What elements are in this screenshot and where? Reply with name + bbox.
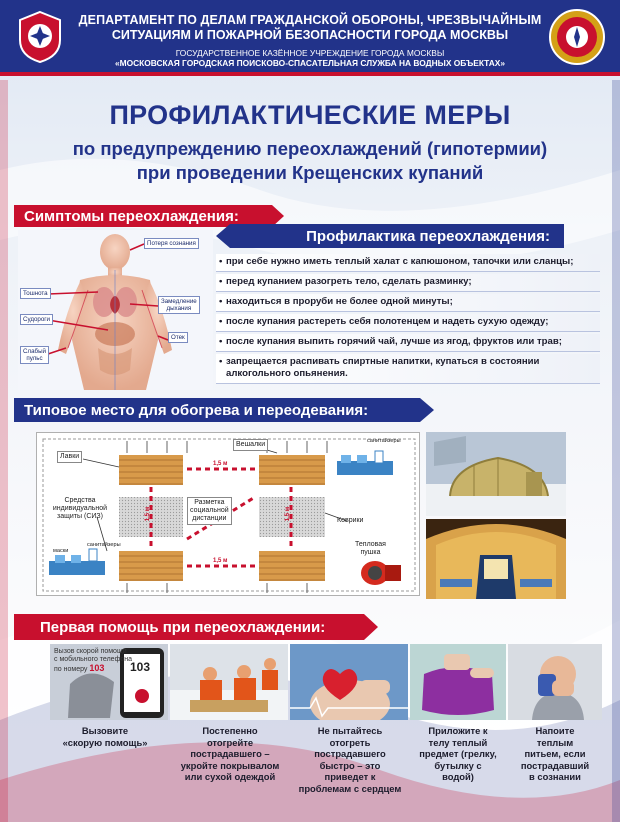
- symptom-label-pulse-line2: пульс: [26, 355, 43, 362]
- scheme-label-heater-line2: пушка: [360, 549, 381, 556]
- scheme-label-ppe-line2: индивидуальной: [52, 505, 108, 512]
- caption-line: пострадавший: [520, 759, 590, 771]
- caption-line: быстро – это: [319, 759, 381, 771]
- symptom-label-breathing-line2: дыхания: [166, 305, 192, 312]
- caption-line: Напоите: [535, 725, 575, 736]
- scheme-label-mats: Коврики: [337, 517, 364, 524]
- symptom-label-cramps: Судороги: [20, 314, 53, 325]
- symptom-label-pulse-line1: Слабый: [23, 348, 46, 355]
- caption-line: питьем, если: [524, 748, 586, 759]
- poster-subtitle-line2: при проведении Крещенских купаний: [136, 162, 484, 183]
- first-aid-caption-not-fast: [288, 725, 412, 794]
- scheme-label-heater-line1: Тепловая: [355, 541, 386, 548]
- warming-ribbon-tip: [420, 398, 434, 422]
- scheme-label-heater: [355, 541, 386, 557]
- caption-line: укройте покрывалом: [180, 759, 280, 771]
- first-aid-ribbon-tip: [364, 614, 378, 640]
- first-aid-caption-warm-object: [408, 725, 508, 783]
- prevention-heading: Профилактика переохлаждения:: [306, 227, 550, 245]
- caption-line: водой): [442, 771, 474, 782]
- symptom-label-breathing: [158, 296, 200, 314]
- symptom-label-consciousness: Потеря сознания: [144, 238, 199, 249]
- scheme-label-ppe: [45, 497, 115, 521]
- rescuers-warming-illustration: [170, 644, 288, 720]
- caption-line: пострадавшего: [314, 748, 386, 759]
- phone-caption-line2: с мобильного телефона: [54, 656, 132, 663]
- first-aid-photo-phone: [50, 644, 168, 720]
- distance-label-bottom: 1,5 м: [213, 558, 228, 564]
- scheme-label-marking-line1: Разметка: [194, 499, 225, 506]
- ministry-emblem-icon: [16, 10, 64, 64]
- symptom-label-nausea: Тошнота: [20, 288, 51, 299]
- phone-caption-line1: Вызов скорой помощи: [54, 648, 127, 655]
- caption-line: Постепенно: [202, 725, 258, 736]
- first-aid-caption-call: [40, 725, 170, 748]
- scheme-label-hangers: Вешалки: [233, 439, 268, 451]
- header-institution-line2: «МОСКОВСКАЯ ГОРОДСКАЯ ПОИСКОВО-СПАСАТЕЛЬНАЯ СЛУЖБА НА ВОДНЫХ ОБЪЕКТАХ»: [114, 58, 506, 68]
- header-institution-line1: ГОСУДАРСТВЕННОЕ КАЗЁННОЕ УЧРЕЖДЕНИЕ ГОРОДА МОСКВЫ: [175, 48, 445, 58]
- caption-line: «скорую помощь»: [62, 736, 148, 748]
- heart-pain-illustration: [290, 644, 408, 720]
- prevention-item: • после купания выпить горячий чай, лучше из ягод, фруктов или трав;: [216, 334, 600, 352]
- scheme-label-sanitizers-left: санитайзеры: [87, 542, 121, 548]
- rescue-service-emblem-icon: [548, 8, 606, 66]
- caption-line: теплым: [536, 736, 574, 748]
- caption-line: Не пытайтесь: [317, 725, 383, 736]
- symptom-label-swelling: Отек: [168, 332, 188, 343]
- symptom-label-pulse: [20, 346, 49, 364]
- prevention-item: • при себе нужно иметь теплый халат с капюшоном, тапочки или сланцы;: [216, 254, 600, 272]
- header-banner: [0, 0, 620, 76]
- first-aid-photo-warming: [170, 644, 288, 720]
- prevention-item: • после купания растереть себя полотенцем и надеть сухую одежду;: [216, 314, 600, 332]
- prevention-heading-ribbon: [230, 224, 564, 248]
- distance-label-left: 1,5 м: [145, 506, 152, 522]
- warming-area-scheme: [36, 432, 420, 596]
- phone-caption: [54, 648, 132, 674]
- symptoms-heading: Симптомы переохлаждения:: [24, 207, 239, 225]
- first-aid-photo-heart: [290, 644, 408, 720]
- warming-heading: Типовое место для обогрева и переодевания:: [24, 401, 369, 419]
- hot-water-bottle-illustration: [410, 644, 506, 720]
- poster-title: ПРОФИЛАКТИЧЕСКИЕ МЕРЫ: [109, 100, 511, 130]
- scheme-label-ppe-line3: защиты (СИЗ): [57, 513, 103, 520]
- first-aid-photo-warm-drink: [508, 644, 602, 720]
- phone-caption-line3-prefix: по номеру: [54, 666, 88, 673]
- phone-caption-number: 103: [89, 663, 105, 673]
- first-aid-caption-warm-gradually: [168, 725, 292, 783]
- warming-heading-ribbon: [14, 398, 420, 422]
- caption-line: приведет к: [324, 771, 376, 782]
- phone-caption-line3: [54, 664, 132, 674]
- caption-line: Приложите к: [428, 725, 488, 736]
- prevention-item: • перед купанием разогреть тело, сделать разминку;: [216, 274, 600, 292]
- first-aid-heading: Первая помощь при переохлаждении:: [40, 618, 326, 636]
- caption-line: бутылку с: [434, 759, 482, 771]
- scheme-label-ppe-line1: Средства: [64, 497, 96, 504]
- first-aid-caption-warm-drink: [506, 725, 604, 783]
- symptoms-body-illustration: [18, 230, 213, 390]
- prevention-item: • находиться в проруби не более одной минуты;: [216, 294, 600, 312]
- scheme-label-marking: [187, 497, 232, 525]
- scheme-label-benches: Лавки: [57, 451, 82, 463]
- scheme-label-marking-line2: социальной: [190, 507, 229, 514]
- caption-line: или сухой одеждой: [184, 771, 276, 782]
- first-aid-photo-hot-water-bottle: [410, 644, 506, 720]
- prevention-list: [216, 254, 600, 386]
- first-aid-heading-ribbon: [14, 614, 364, 640]
- prevention-item: • запрещается распивать спиртные напитки, купаться в состоянии алкогольного опьянения.: [216, 354, 600, 384]
- distance-label-top: 1,5 м: [213, 461, 228, 467]
- phone-screen-number: 103: [130, 660, 151, 674]
- poster-subtitle-line1: по предупреждению переохлаждений (гипотермии): [72, 138, 548, 159]
- tent-exterior-photo: [426, 432, 566, 516]
- caption-line: отогрейте: [206, 736, 254, 748]
- caption-line: в сознании: [529, 771, 581, 782]
- symptom-label-breathing-line1: Замедление: [161, 298, 197, 305]
- caption-line: проблемам с сердцем: [298, 782, 402, 794]
- caption-line: пострадавшего –: [190, 748, 270, 759]
- caption-line: предмет (грелку,: [419, 748, 497, 759]
- prevention-ribbon-tail: [216, 224, 230, 248]
- scheme-label-masks: маски: [53, 548, 69, 554]
- header-department-line2: СИТУАЦИЯМ И ПОЖАРНОЙ БЕЗОПАСНОСТИ ГОРОДА МОСКВЫ: [111, 28, 509, 42]
- caption-line: Вызовите: [81, 725, 129, 736]
- caption-line: телу теплый: [428, 736, 488, 748]
- warm-drink-illustration: [508, 644, 602, 720]
- header-department-line1: ДЕПАРТАМЕНТ ПО ДЕЛАМ ГРАЖДАНСКОЙ ОБОРОНЫ, ЧРЕЗВЫЧАЙНЫМ: [78, 13, 542, 27]
- scheme-label-marking-line3: дистанции: [192, 515, 227, 522]
- distance-label-right: 1,5 м: [285, 506, 292, 522]
- scheme-label-sanitizers-top: санитайзеры: [367, 438, 401, 444]
- tent-interior-photo: [426, 519, 566, 599]
- caption-line: отогреть: [329, 736, 371, 748]
